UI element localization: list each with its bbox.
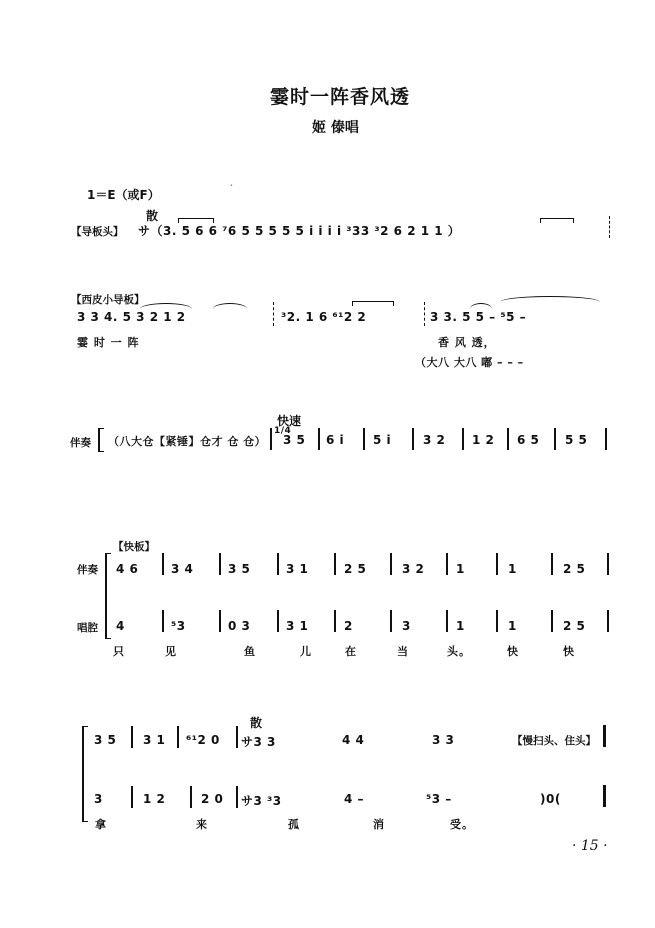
singer-credit: 姬 傣唱 xyxy=(312,120,359,136)
section-label-kuaiban: 【快板】 xyxy=(113,541,155,553)
measure: 1 2 xyxy=(143,792,166,806)
slur xyxy=(140,303,192,309)
time-signature: 1/4 xyxy=(274,426,292,436)
measure: サ3 3 xyxy=(241,735,276,749)
notation-line-2a: 3 3 4. 5 3 2 1 2 xyxy=(77,310,186,324)
tie-bracket xyxy=(540,218,574,223)
measure: 1 xyxy=(508,619,517,633)
barline xyxy=(607,610,609,632)
slur xyxy=(500,296,600,302)
lyric: 见 xyxy=(165,645,177,658)
barline xyxy=(446,553,448,575)
barline xyxy=(162,553,164,575)
measure: 3 2 xyxy=(423,433,446,447)
measure: 1 xyxy=(456,562,465,576)
section-label-daobantou: 【导板头】 xyxy=(71,226,124,238)
page-number: · 15 · xyxy=(572,838,608,854)
notation-line-2b: ³2. 1 6 ⁶¹2 2 xyxy=(281,310,367,324)
stray-mark: ˊ xyxy=(229,184,233,193)
measure: 1 xyxy=(508,562,517,576)
lyric: 受。 xyxy=(450,818,474,831)
barline xyxy=(334,610,336,632)
row-label-vocal: 唱腔 xyxy=(77,622,98,634)
slur xyxy=(470,303,492,309)
measure: 2 5 xyxy=(344,562,367,576)
barline xyxy=(236,726,238,748)
lyric: 在 xyxy=(345,645,357,658)
percussion-line-3: （八大仓【紧锤】仓才 仓 仓） xyxy=(108,435,267,448)
measure: 6 i xyxy=(326,433,345,447)
key-signature: 1＝E（或F） xyxy=(87,188,160,202)
row-label-accompaniment-2: 伴奏 xyxy=(77,564,98,576)
section-end-label: 【慢扫头、住头】 xyxy=(512,735,596,747)
song-title: 霎时一阵香风透 xyxy=(270,86,411,108)
measure: 3 xyxy=(94,792,103,806)
barline xyxy=(412,428,414,450)
barline xyxy=(551,610,553,632)
barline xyxy=(131,726,133,748)
lyric: 头。 xyxy=(447,645,471,658)
measure: 3 5 xyxy=(283,433,306,447)
measure: 3 3 xyxy=(432,733,455,747)
measure: 2 0 xyxy=(201,792,224,806)
measure: ⁶¹2 0 xyxy=(186,733,220,747)
barline xyxy=(277,610,279,632)
tempo-marking-fast: 快速 xyxy=(277,414,302,428)
barline-dashed xyxy=(607,216,610,238)
measure: 5 5 xyxy=(565,433,588,447)
lyric: 快 xyxy=(507,645,519,658)
measure: 6 5 xyxy=(517,433,540,447)
system-brace xyxy=(98,428,104,452)
section-label-xipi-xiaodaoban: 【西皮小导板】 xyxy=(71,294,145,306)
measure: 3 2 xyxy=(402,562,425,576)
lyric: 拿 xyxy=(95,818,107,831)
lyric: 来 xyxy=(196,818,208,831)
barline xyxy=(177,726,179,748)
row-label-accompaniment: 伴奏 xyxy=(70,437,91,449)
measure: 2 5 xyxy=(563,562,586,576)
barline xyxy=(446,610,448,632)
measure: )0( xyxy=(540,792,561,806)
lyric: 孤 xyxy=(288,818,300,831)
barline xyxy=(607,553,609,575)
lyric-line-2a: 霎 时 一 阵 xyxy=(77,336,140,349)
measure: 3 1 xyxy=(286,619,309,633)
measure: サ3 ³3 xyxy=(241,794,282,808)
barline xyxy=(219,610,221,632)
measure: 2 5 xyxy=(563,619,586,633)
lyric: 当 xyxy=(397,645,409,658)
notation-line-1: サ（3. 5 6 6 ⁷6 5 5 5 5 5 i i i i ³33 ³2 6 2 1 1 ） xyxy=(138,224,461,238)
barline xyxy=(390,553,392,575)
measure: 1 xyxy=(456,619,465,633)
lyric: 快 xyxy=(563,645,575,658)
barline xyxy=(462,428,464,450)
notation-line-2c: 3 3. 5 5 – ⁵5 – xyxy=(430,310,527,324)
measure: ⁵3 xyxy=(171,619,186,633)
measure: 2 xyxy=(344,619,353,633)
barline xyxy=(334,553,336,575)
barline xyxy=(363,428,365,450)
tempo-marking-1: 散 xyxy=(146,209,159,223)
barline xyxy=(162,610,164,632)
barline xyxy=(496,553,498,575)
measure: 3 xyxy=(402,619,411,633)
measure: 3 5 xyxy=(228,562,251,576)
barline xyxy=(551,553,553,575)
barline xyxy=(390,610,392,632)
barline xyxy=(496,610,498,632)
barline xyxy=(219,553,221,575)
measure: 4 4 xyxy=(342,733,365,747)
measure: ⁵3 – xyxy=(426,792,452,806)
lyric: 儿 xyxy=(300,645,312,658)
barline xyxy=(131,786,133,808)
tie-bracket xyxy=(352,301,394,306)
final-barline xyxy=(603,785,606,807)
final-barline xyxy=(603,725,606,747)
measure: 3 1 xyxy=(286,562,309,576)
measure: 3 5 xyxy=(94,733,117,747)
measure: 4 6 xyxy=(116,562,139,576)
measure: 3 4 xyxy=(171,562,194,576)
barline xyxy=(554,428,556,450)
measure: 3 1 xyxy=(143,733,166,747)
barline xyxy=(605,428,607,450)
barline xyxy=(270,428,272,450)
slur xyxy=(213,303,247,309)
measure: 1 2 xyxy=(472,433,495,447)
measure: 4 – xyxy=(344,792,365,806)
percussion-line-2: （大八 大八 嘟 – – – xyxy=(415,356,524,369)
barline xyxy=(507,428,509,450)
measure: 5 i xyxy=(373,433,392,447)
system-brace xyxy=(82,726,88,822)
barline xyxy=(236,786,238,808)
lyric: 消 xyxy=(373,818,385,831)
barline-dashed xyxy=(424,302,427,326)
lyric: 只 xyxy=(113,645,125,658)
tempo-marking-2: 散 xyxy=(250,716,263,730)
lyric: 鱼 xyxy=(244,645,256,658)
barline xyxy=(190,786,192,808)
barline xyxy=(318,428,320,450)
system-brace xyxy=(105,553,111,639)
lyric-line-2b: 香 风 透， xyxy=(438,336,496,349)
measure: 0 3 xyxy=(228,619,251,633)
barline xyxy=(277,553,279,575)
barline-dashed xyxy=(273,302,276,326)
measure: 4 xyxy=(116,619,125,633)
